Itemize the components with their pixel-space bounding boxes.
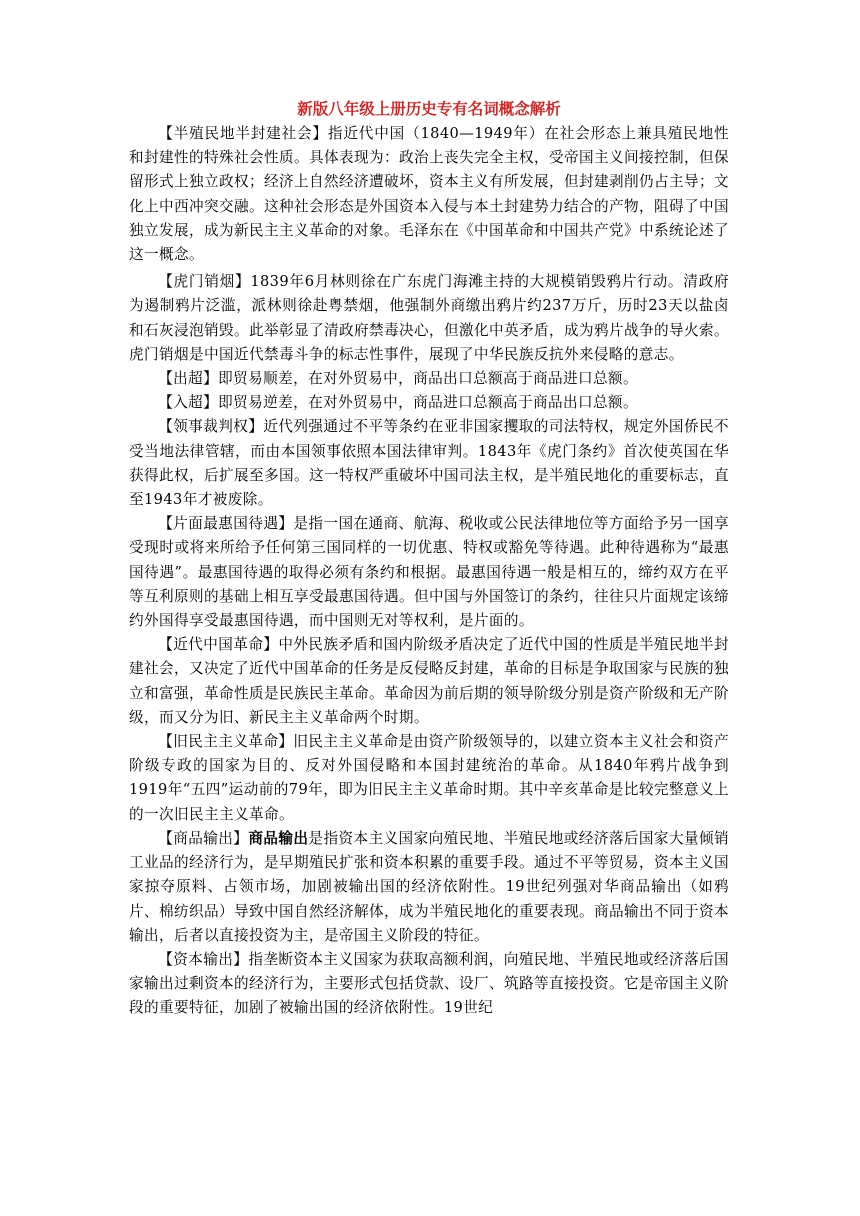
entry-text: 近代列强通过不平等条约在亚非国家攫取的司法特权，规定外国侨民不受当地法律管辖，而由本国领事依照本国法律审判。1843年《虎门条约》首次使英国在华获得此权，后扩展至多国。这一特权严重破坏中国司法主权，是半殖民地化的重要标志，直至1943年才被废除。 <box>129 418 729 509</box>
entry-term: 【出超】 <box>158 370 219 388</box>
entry-text: 即贸易顺差，在对外贸易中，商品出口总额高于商品进口总额。 <box>218 370 638 388</box>
entry-text: 指垄断资本主义国家为获取高额利润，向殖民地、半殖民地或经济落后国家输出过剩资本的经济行为，主要形式包括贷款、设厂、筑路等直接投资。它是帝国主义阶段的重要特征，加剧了被输出国的经济依附性。19世纪 <box>129 950 729 1017</box>
entry-text: 指近代中国（1840—1949年）在社会形态上兼具殖民地性和封建性的特殊社会性质。具体表现为：政治上丧失完全主权，受帝国主义间接控制，但保留形式上独立政权；经济上自然经济遭破坏，资本主义有所发展，但封建剥削仍占主导；文化上中西冲突交融。这种社会形态是外国资本入侵与本土封建势力结合的产物，阻碍了中国独立发展，成为新民主主义革命的对象。毛泽东在《中国革命和中国共产党》中系统论述了这一概念。 <box>129 125 729 264</box>
entry-term: 【入超】 <box>158 394 219 412</box>
entry-text: 1839年6月林则徐在广东虎门海滩主持的大规模销毁鸦片行动。清政府为遏制鸦片泛滥，派林则徐赴粤禁烟，他强制外商缴出鸦片约237万斤，历时23天以盐卤和石灰浸泡销毁。此举彰显了清政府禁毒决心，但激化中英矛盾，成为鸦片战争的导火索。虎门销烟是中国近代禁毒斗争的标志性事件，展现了中华民族反抗外来侵略的意志。 <box>129 273 729 363</box>
entry-term: 【近代中国革命】 <box>158 636 279 654</box>
entry-consular-jurisdiction <box>129 415 729 512</box>
entry-term: 【片面最惠国待遇】 <box>158 515 294 533</box>
entry-trade-deficit <box>129 391 729 415</box>
entry-text: 即贸易逆差，在对外贸易中，商品进口总额高于商品出口总额。 <box>218 394 638 412</box>
entry-capital-export <box>129 948 729 1021</box>
entry-text: 中外民族矛盾和国内阶级矛盾决定了近代中国的性质是半殖民地半封建社会，又决定了近代中国革命的任务是反侵略反封建，革命的目标是争取国家与民族的独立和富强，革命性质是民族民主革命。革命因为前后期的领导阶级分别是资产阶级和无产阶级，而又分为旧、新民主主义革命两个时期。 <box>129 636 729 726</box>
entry-text: 是指资本主义国家向殖民地、半殖民地或经济落后国家大量倾销工业品的经济行为，是早期殖民扩张和资本积累的重要手段。通过不平等贸易，资本主义国家掠夺原料、占领市场，加剧被输出国的经济依附性。19世纪列强对华商品输出（如鸦片、棉纺织品）导致中国自然经济解体，成为半殖民地化的重要表现。商品输出不同于资本输出，后者以直接投资为主，是帝国主义阶段的特征。 <box>129 829 730 944</box>
entry-semi-colonial-society <box>129 122 729 267</box>
entry-term: 【商品输出】 <box>158 829 249 847</box>
entry-term: 【半殖民地半封建社会】 <box>158 125 328 142</box>
entry-term: 【领事裁判权】 <box>158 418 264 436</box>
entry-commodity-export <box>129 827 729 948</box>
entry-text: 是指一国在通商、航海、税收或公民法律地位等方面给予另一国享受现时或将来所给予任何第三国同样的一切优惠、特权或豁免等待遇。此种待遇称为“最惠国待遇”。最惠国待遇的取得必须有条约和根据。最惠国待遇一般是相互的，缔约双方在平等互利原则的基础上相互享受最惠国待遇。但中国与外国签订的条约，往往只片面规定该缔约外国得享受最惠国待遇，而中国则无对等权利，是片面的。 <box>129 515 729 630</box>
entry-text: 旧民主主义革命是由资产阶级领导的，以建立资本主义社会和资产阶级专政的国家为目的、反对外国侵略和本国封建统治的革命。从1840年鸦片战争到1919年“五四”运动前的79年，即为旧民主主义革命时期。其中辛亥革命是比较完整意义上的一次旧民主主义革命。 <box>129 733 729 823</box>
document-page <box>129 98 729 1021</box>
entry-term: 【资本输出】 <box>158 950 249 968</box>
entry-bold-term: 商品输出 <box>248 829 309 847</box>
entry-humen-opium-destruction <box>129 270 729 367</box>
entry-old-democratic-revolution <box>129 730 729 827</box>
entry-modern-chinese-revolution <box>129 633 729 730</box>
entry-trade-surplus <box>129 367 729 391</box>
document-title: 新版八年级上册历史专有名词概念解析 <box>297 100 561 118</box>
entry-term: 【旧民主主义革命】 <box>158 733 294 751</box>
entry-term: 【虎门销烟】 <box>158 273 251 291</box>
entry-most-favored-nation <box>129 512 729 633</box>
